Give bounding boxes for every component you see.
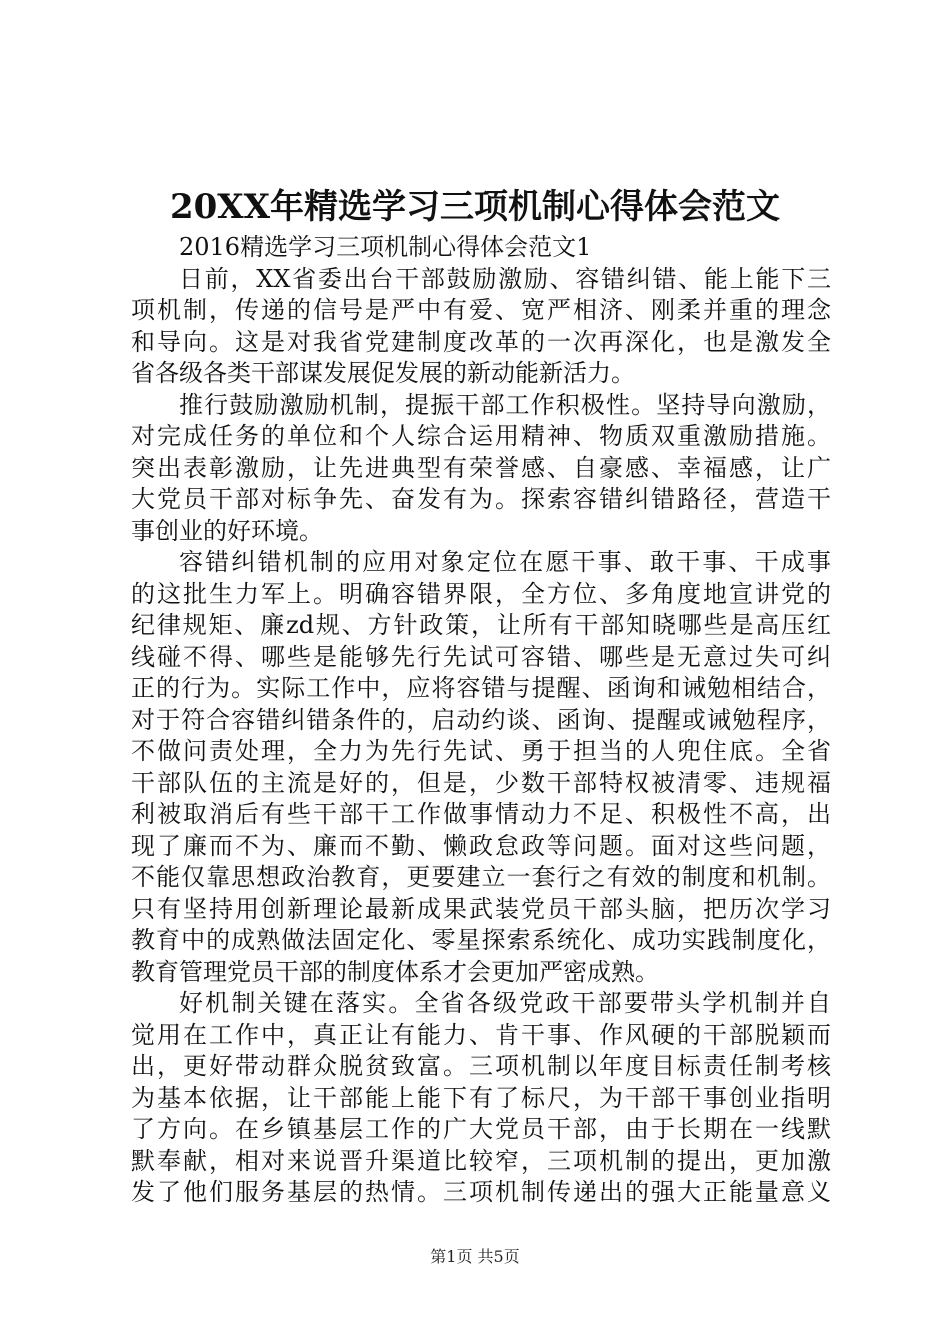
page-footer: 第1页 共5页: [430, 1247, 520, 1266]
text-line: 突出表彰激励，让先进典型有荣誉感、自豪感、幸福感，让广: [131, 453, 831, 482]
text-line: 正的行为。实际工作中，应将容错与提醒、函询和诫勉相结合，: [131, 674, 831, 702]
text-line: 只有坚持用创新理论最新成果武装党员干部头脑，把历次学习: [131, 894, 831, 923]
text-line: 容错纠错机制的应用对象定位在愿干事、敢干事、干成事: [179, 548, 831, 576]
text-line: 出，更好带动群众脱贫致富。三项机制以年度目标责任制考核: [131, 1052, 831, 1080]
text-line: 对完成任务的单位和个人综合运用精神、物质双重激励措施。: [131, 422, 831, 450]
text-line: 不能仅靠思想政治教育，更要建立一套行之有效的制度和机制。: [131, 863, 831, 891]
text-line: 和导向。这是对我省党建制度改革的一次再深化，也是激发全: [131, 327, 831, 356]
text-line: 为基本依据，让干部能上能下有了标尺，为干部干事创业指明: [131, 1083, 831, 1112]
text-line: 利被取消后有些干部干工作做事情动力不足、积极性不高，出: [131, 800, 831, 828]
text-line: 了方向。在乡镇基层工作的广大党员干部，由于长期在一线默: [131, 1115, 831, 1143]
text-line: 2016精选学习三项机制心得体会范文1: [179, 233, 592, 261]
document-title: 20XX年精选学习三项机制心得体会范文: [169, 187, 781, 227]
text-line: 事创业的好环境。: [131, 516, 323, 545]
text-line: 教育中的成熟做法固定化、零星探索系统化、成功实践制度化，: [131, 926, 831, 954]
text-line: 好机制关键在落实。全省各级党政干部要带头学机制并自: [179, 989, 831, 1017]
text-line: 发了他们服务基层的热情。三项机制传递出的强大正能量意义: [131, 1178, 831, 1206]
text-line: 大党员干部对标争先、奋发有为。探索容错纠错路径，营造干: [131, 485, 831, 513]
text-line: 教育管理党员干部的制度体系才会更加严密成熟。: [131, 957, 659, 986]
text-line: 纪律规矩、廉zd规、方针政策，让所有干部知晓哪些是高压红: [131, 611, 831, 639]
text-line: 省各级各类干部谋发展促发展的新动能新活力。: [131, 359, 635, 387]
text-line: 的这批生力军上。明确容错界限，全方位、多角度地宣讲党的: [131, 579, 831, 608]
text-line: 日前，XX省委出台干部鼓励激励、容错纠错、能上能下三: [179, 264, 831, 293]
text-line: 干部队伍的主流是好的，但是，少数干部特权被清零、违规福: [131, 768, 831, 797]
text-line: 对于符合容错纠错条件的，启动约谈、函询、提醒或诫勉程序，: [131, 705, 831, 734]
text-line: 现了廉而不为、廉而不勤、懒政怠政等问题。面对这些问题，: [131, 831, 831, 860]
text-line: 觉用在工作中，真正让有能力、肯干事、作风硬的干部脱颖而: [131, 1020, 831, 1049]
document-body: [131, 232, 831, 1209]
text-line: 项机制，传递的信号是严中有爱、宽严相济、刚柔并重的理念: [131, 296, 831, 324]
text-line: 默奉献，相对来说晋升渠道比较窄，三项机制的提出，更加激: [131, 1146, 831, 1175]
text-line: 线碰不得、哪些是能够先行先试可容错、哪些是无意过失可纠: [131, 642, 831, 671]
text-line: 不做问责处理，全力为先行先试、勇于担当的人兜住底。全省: [131, 737, 831, 765]
text-line: 推行鼓励激励机制，提振干部工作积极性。坚持导向激励，: [179, 390, 831, 419]
